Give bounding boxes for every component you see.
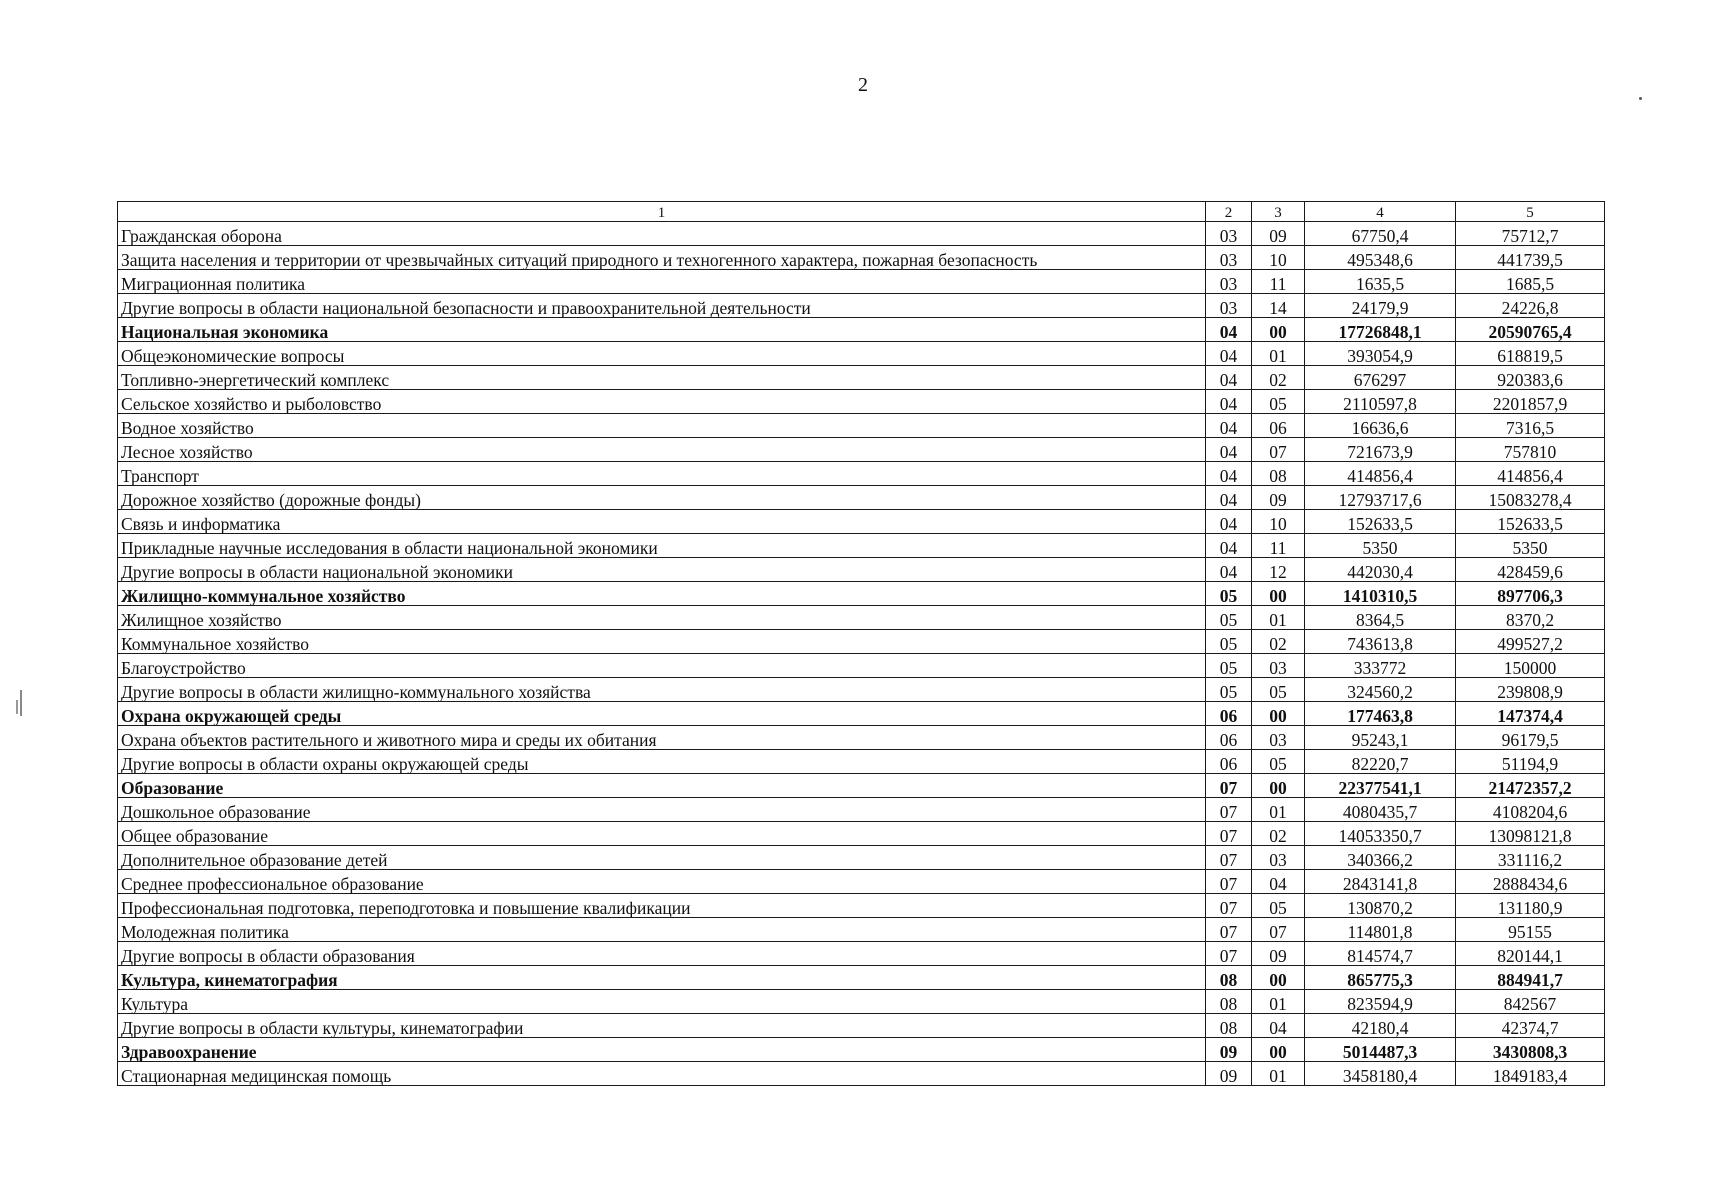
row-section-cell: 04: [1206, 462, 1252, 486]
row-value1-cell: 1635,5: [1305, 270, 1456, 294]
row-section-cell: 04: [1206, 342, 1252, 366]
table-row: [118, 414, 1605, 438]
row-value2-cell: 499527,2: [1456, 630, 1605, 654]
row-subsection-cell: 00: [1252, 582, 1305, 606]
row-section-cell: 04: [1206, 438, 1252, 462]
row-value2-cell: 2888434,6: [1456, 870, 1605, 894]
row-section-cell: 03: [1206, 294, 1252, 318]
row-section-cell: 03: [1206, 246, 1252, 270]
row-name-cell: Образование: [118, 774, 1206, 798]
row-name-cell: Охрана объектов растительного и животного мира и среды их обитания: [118, 726, 1206, 750]
row-subsection-cell: 03: [1252, 654, 1305, 678]
row-name-cell: Общее образование: [118, 822, 1206, 846]
row-value2-cell: 21472357,2: [1456, 774, 1605, 798]
row-value1-cell: 16636,6: [1305, 414, 1456, 438]
row-value2-cell: 897706,3: [1456, 582, 1605, 606]
row-value2-cell: 147374,4: [1456, 702, 1605, 726]
row-value2-cell: 96179,5: [1456, 726, 1605, 750]
table-row: [118, 534, 1605, 558]
row-name-cell: Прикладные научные исследования в области национальной экономики: [118, 534, 1206, 558]
row-name-cell: Охрана окружающей среды: [118, 702, 1206, 726]
row-subsection-cell: 03: [1252, 726, 1305, 750]
row-value1-cell: 743613,8: [1305, 630, 1456, 654]
row-value1-cell: 130870,2: [1305, 894, 1456, 918]
row-subsection-cell: 05: [1252, 390, 1305, 414]
row-value2-cell: 150000: [1456, 654, 1605, 678]
table-row: [118, 630, 1605, 654]
row-value1-cell: 721673,9: [1305, 438, 1456, 462]
row-subsection-cell: 00: [1252, 318, 1305, 342]
row-value1-cell: 4080435,7: [1305, 798, 1456, 822]
row-value1-cell: 414856,4: [1305, 462, 1456, 486]
table-row: [118, 774, 1605, 798]
row-value2-cell: 131180,9: [1456, 894, 1605, 918]
table-row: [118, 390, 1605, 414]
row-value1-cell: 676297: [1305, 366, 1456, 390]
table-row: [118, 438, 1605, 462]
row-value2-cell: 757810: [1456, 438, 1605, 462]
table-row: [118, 990, 1605, 1014]
row-name-cell: Коммунальное хозяйство: [118, 630, 1206, 654]
row-name-cell: Национальная экономика: [118, 318, 1206, 342]
row-value2-cell: 331116,2: [1456, 846, 1605, 870]
row-value1-cell: 14053350,7: [1305, 822, 1456, 846]
row-name-cell: Другие вопросы в области национальной экономики: [118, 558, 1206, 582]
table-row: [118, 486, 1605, 510]
header-cell-section: 2: [1206, 202, 1252, 222]
row-subsection-cell: 00: [1252, 702, 1305, 726]
table-row: [118, 798, 1605, 822]
scan-speck: [16, 700, 18, 714]
table-row: [118, 942, 1605, 966]
row-value1-cell: 495348,6: [1305, 246, 1456, 270]
row-section-cell: 03: [1206, 270, 1252, 294]
row-subsection-cell: 05: [1252, 678, 1305, 702]
row-subsection-cell: 01: [1252, 606, 1305, 630]
row-value1-cell: 340366,2: [1305, 846, 1456, 870]
row-value2-cell: 239808,9: [1456, 678, 1605, 702]
row-value2-cell: 428459,6: [1456, 558, 1605, 582]
row-value1-cell: 865775,3: [1305, 966, 1456, 990]
row-section-cell: 07: [1206, 798, 1252, 822]
row-value2-cell: 24226,8: [1456, 294, 1605, 318]
row-section-cell: 08: [1206, 966, 1252, 990]
table-body: [118, 202, 1605, 1086]
row-section-cell: 07: [1206, 894, 1252, 918]
table-row: [118, 750, 1605, 774]
table-row: [118, 1014, 1605, 1038]
row-section-cell: 07: [1206, 822, 1252, 846]
row-value2-cell: 842567: [1456, 990, 1605, 1014]
row-name-cell: Другие вопросы в области охраны окружающей среды: [118, 750, 1206, 774]
row-value1-cell: 324560,2: [1305, 678, 1456, 702]
row-value2-cell: 1685,5: [1456, 270, 1605, 294]
row-name-cell: Жилищно-коммунальное хозяйство: [118, 582, 1206, 606]
row-section-cell: 05: [1206, 678, 1252, 702]
row-section-cell: 09: [1206, 1062, 1252, 1086]
row-value2-cell: 8370,2: [1456, 606, 1605, 630]
row-value2-cell: 5350: [1456, 534, 1605, 558]
row-subsection-cell: 11: [1252, 534, 1305, 558]
row-value1-cell: 24179,9: [1305, 294, 1456, 318]
row-name-cell: Культура: [118, 990, 1206, 1014]
header-cell-value2: 5: [1456, 202, 1605, 222]
row-section-cell: 08: [1206, 1014, 1252, 1038]
table-row: [118, 270, 1605, 294]
row-name-cell: Среднее профессиональное образование: [118, 870, 1206, 894]
row-value1-cell: 177463,8: [1305, 702, 1456, 726]
row-value1-cell: 152633,5: [1305, 510, 1456, 534]
row-subsection-cell: 00: [1252, 774, 1305, 798]
row-value2-cell: 618819,5: [1456, 342, 1605, 366]
row-name-cell: Сельское хозяйство и рыболовство: [118, 390, 1206, 414]
row-name-cell: Миграционная политика: [118, 270, 1206, 294]
row-value1-cell: 1410310,5: [1305, 582, 1456, 606]
row-value2-cell: 3430808,3: [1456, 1038, 1605, 1062]
table-header-row: [118, 202, 1605, 222]
scan-speck: [1639, 97, 1642, 100]
row-value1-cell: 17726848,1: [1305, 318, 1456, 342]
table-row: [118, 318, 1605, 342]
row-section-cell: 05: [1206, 630, 1252, 654]
row-name-cell: Дополнительное образование детей: [118, 846, 1206, 870]
row-name-cell: Дорожное хозяйство (дорожные фонды): [118, 486, 1206, 510]
table-row: [118, 510, 1605, 534]
row-value1-cell: 12793717,6: [1305, 486, 1456, 510]
table-row: [118, 606, 1605, 630]
row-subsection-cell: 00: [1252, 966, 1305, 990]
row-subsection-cell: 04: [1252, 870, 1305, 894]
row-value2-cell: 42374,7: [1456, 1014, 1605, 1038]
row-value1-cell: 2843141,8: [1305, 870, 1456, 894]
table-row: [118, 726, 1605, 750]
page-number: 2: [858, 74, 868, 96]
row-section-cell: 04: [1206, 558, 1252, 582]
row-value1-cell: 333772: [1305, 654, 1456, 678]
row-subsection-cell: 02: [1252, 630, 1305, 654]
table-row: [118, 1038, 1605, 1062]
row-name-cell: Топливно-энергетический комплекс: [118, 366, 1206, 390]
row-subsection-cell: 12: [1252, 558, 1305, 582]
row-name-cell: Стационарная медицинская помощь: [118, 1062, 1206, 1086]
row-name-cell: Другие вопросы в области жилищно-коммунального хозяйства: [118, 678, 1206, 702]
row-name-cell: Защита населения и территории от чрезвычайных ситуаций природного и техногенного характера, пожарная безопасность: [118, 246, 1206, 270]
row-section-cell: 07: [1206, 870, 1252, 894]
row-subsection-cell: 02: [1252, 822, 1305, 846]
table-row: [118, 222, 1605, 246]
table-row: [118, 366, 1605, 390]
budget-table: [117, 201, 1605, 1086]
row-subsection-cell: 02: [1252, 366, 1305, 390]
row-name-cell: Благоустройство: [118, 654, 1206, 678]
row-section-cell: 04: [1206, 510, 1252, 534]
row-name-cell: Связь и информатика: [118, 510, 1206, 534]
row-subsection-cell: 05: [1252, 750, 1305, 774]
header-cell-name: 1: [118, 202, 1206, 222]
row-section-cell: 06: [1206, 702, 1252, 726]
row-value1-cell: 8364,5: [1305, 606, 1456, 630]
row-name-cell: Другие вопросы в области образования: [118, 942, 1206, 966]
row-value1-cell: 393054,9: [1305, 342, 1456, 366]
row-section-cell: 05: [1206, 582, 1252, 606]
row-value1-cell: 67750,4: [1305, 222, 1456, 246]
row-name-cell: Другие вопросы в области культуры, кинематографии: [118, 1014, 1206, 1038]
row-name-cell: Профессиональная подготовка, переподготовка и повышение квалификации: [118, 894, 1206, 918]
table-row: [118, 702, 1605, 726]
row-value2-cell: 884941,7: [1456, 966, 1605, 990]
table-row: [118, 582, 1605, 606]
row-value1-cell: 22377541,1: [1305, 774, 1456, 798]
row-subsection-cell: 01: [1252, 342, 1305, 366]
row-value1-cell: 5350: [1305, 534, 1456, 558]
row-section-cell: 09: [1206, 1038, 1252, 1062]
table-row: [118, 246, 1605, 270]
row-value2-cell: 820144,1: [1456, 942, 1605, 966]
row-value2-cell: 920383,6: [1456, 366, 1605, 390]
row-name-cell: Лесное хозяйство: [118, 438, 1206, 462]
row-value2-cell: 20590765,4: [1456, 318, 1605, 342]
header-cell-subsection: 3: [1252, 202, 1305, 222]
row-subsection-cell: 10: [1252, 510, 1305, 534]
row-value2-cell: 2201857,9: [1456, 390, 1605, 414]
row-subsection-cell: 00: [1252, 1038, 1305, 1062]
row-section-cell: 04: [1206, 318, 1252, 342]
row-value1-cell: 3458180,4: [1305, 1062, 1456, 1086]
row-section-cell: 04: [1206, 534, 1252, 558]
row-subsection-cell: 01: [1252, 1062, 1305, 1086]
row-section-cell: 04: [1206, 366, 1252, 390]
row-value2-cell: 13098121,8: [1456, 822, 1605, 846]
row-value1-cell: 5014487,3: [1305, 1038, 1456, 1062]
header-cell-value1: 4: [1305, 202, 1456, 222]
row-section-cell: 03: [1206, 222, 1252, 246]
row-section-cell: 05: [1206, 606, 1252, 630]
row-section-cell: 04: [1206, 414, 1252, 438]
row-value2-cell: 75712,7: [1456, 222, 1605, 246]
row-name-cell: Культура, кинематография: [118, 966, 1206, 990]
row-section-cell: 06: [1206, 726, 1252, 750]
row-value2-cell: 51194,9: [1456, 750, 1605, 774]
row-subsection-cell: 05: [1252, 894, 1305, 918]
row-subsection-cell: 07: [1252, 438, 1305, 462]
row-subsection-cell: 09: [1252, 222, 1305, 246]
row-value1-cell: 82220,7: [1305, 750, 1456, 774]
row-section-cell: 06: [1206, 750, 1252, 774]
row-value2-cell: 15083278,4: [1456, 486, 1605, 510]
row-value2-cell: 152633,5: [1456, 510, 1605, 534]
row-subsection-cell: 09: [1252, 942, 1305, 966]
row-section-cell: 07: [1206, 942, 1252, 966]
row-subsection-cell: 01: [1252, 990, 1305, 1014]
row-value2-cell: 7316,5: [1456, 414, 1605, 438]
table-row: [118, 654, 1605, 678]
row-name-cell: Здравоохранение: [118, 1038, 1206, 1062]
row-section-cell: 07: [1206, 774, 1252, 798]
row-value1-cell: 823594,9: [1305, 990, 1456, 1014]
row-name-cell: Водное хозяйство: [118, 414, 1206, 438]
row-subsection-cell: 04: [1252, 1014, 1305, 1038]
row-subsection-cell: 09: [1252, 486, 1305, 510]
row-value1-cell: 442030,4: [1305, 558, 1456, 582]
row-section-cell: 04: [1206, 486, 1252, 510]
table-row: [118, 558, 1605, 582]
row-subsection-cell: 01: [1252, 798, 1305, 822]
table-row: [118, 894, 1605, 918]
table-row: [118, 822, 1605, 846]
row-section-cell: 07: [1206, 918, 1252, 942]
row-subsection-cell: 14: [1252, 294, 1305, 318]
table-row: [118, 918, 1605, 942]
row-value1-cell: 42180,4: [1305, 1014, 1456, 1038]
table-row: [118, 966, 1605, 990]
row-name-cell: Молодежная политика: [118, 918, 1206, 942]
row-subsection-cell: 06: [1252, 414, 1305, 438]
table-row: [118, 846, 1605, 870]
table-row: [118, 294, 1605, 318]
row-subsection-cell: 10: [1252, 246, 1305, 270]
row-section-cell: 08: [1206, 990, 1252, 1014]
row-value2-cell: 414856,4: [1456, 462, 1605, 486]
row-section-cell: 04: [1206, 390, 1252, 414]
row-value2-cell: 1849183,4: [1456, 1062, 1605, 1086]
row-subsection-cell: 07: [1252, 918, 1305, 942]
row-name-cell: Другие вопросы в области национальной безопасности и правоохранительной деятельности: [118, 294, 1206, 318]
row-section-cell: 05: [1206, 654, 1252, 678]
row-section-cell: 07: [1206, 846, 1252, 870]
table-row: [118, 342, 1605, 366]
row-value1-cell: 95243,1: [1305, 726, 1456, 750]
row-value2-cell: 95155: [1456, 918, 1605, 942]
row-name-cell: Гражданская оборона: [118, 222, 1206, 246]
row-value1-cell: 814574,7: [1305, 942, 1456, 966]
row-value2-cell: 4108204,6: [1456, 798, 1605, 822]
row-subsection-cell: 08: [1252, 462, 1305, 486]
row-value2-cell: 441739,5: [1456, 246, 1605, 270]
row-value1-cell: 2110597,8: [1305, 390, 1456, 414]
row-subsection-cell: 11: [1252, 270, 1305, 294]
row-value1-cell: 114801,8: [1305, 918, 1456, 942]
row-name-cell: Транспорт: [118, 462, 1206, 486]
row-name-cell: Общеэкономические вопросы: [118, 342, 1206, 366]
row-name-cell: Дошкольное образование: [118, 798, 1206, 822]
table-row: [118, 678, 1605, 702]
row-name-cell: Жилищное хозяйство: [118, 606, 1206, 630]
table-row: [118, 870, 1605, 894]
row-subsection-cell: 03: [1252, 846, 1305, 870]
table-row: [118, 1062, 1605, 1086]
scan-speck: [20, 690, 22, 716]
table-row: [118, 462, 1605, 486]
